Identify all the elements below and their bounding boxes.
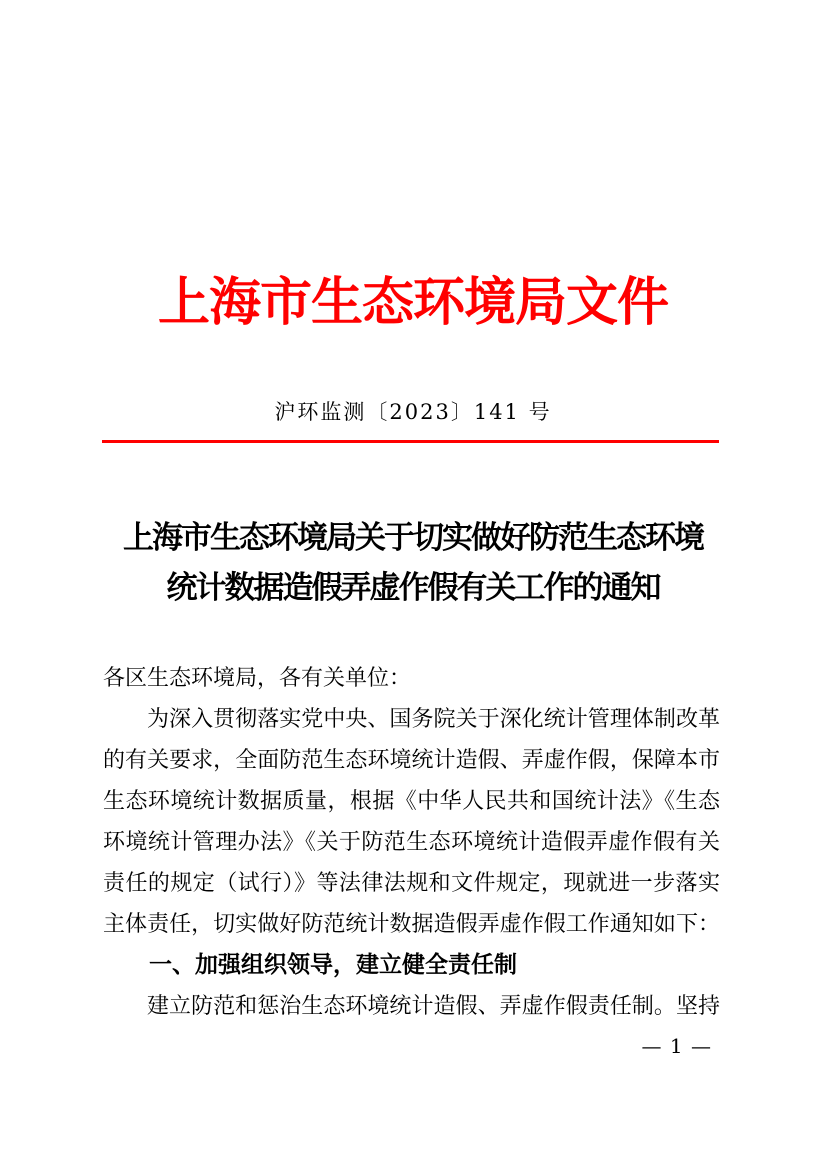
red-divider-line (102, 440, 719, 443)
paragraph-line: 主体责任，切实做好防范统计数据造假弄虚作假工作通知如下： (103, 912, 720, 937)
paragraph-line: 责任的规定（试行）》等法律法规和文件规定，现就进一步落实 (103, 871, 720, 896)
paragraph-line: 生态环境统计数据质量，根据《中华人民共和国统计法》《生态 (103, 789, 720, 814)
document-number: 沪环监测〔2023〕141 号 (274, 400, 552, 424)
paragraph-line: 的有关要求，全面防范生态环境统计造假、弄虚作假，保障本市 (103, 748, 720, 773)
salutation-line: 各区生态环境局，各有关单位： (103, 666, 412, 691)
paragraph-line: 为深入贯彻落实党中央、国务院关于深化统计管理体制改革 (147, 707, 720, 732)
document-body (103, 658, 720, 1027)
paragraph-line: 环境统计管理办法》《关于防范生态环境统计造假弄虚作假有关 (103, 830, 720, 855)
paragraph-line: 建立防范和惩治生态环境统计造假、弄虚作假责任制。坚持 (147, 994, 720, 1019)
document-title (0, 513, 826, 613)
document-title-line-2: 统计数据造假弄虚作假有关工作的通知 (166, 570, 660, 606)
document-title-line-1: 上海市生态环境局关于切实做好防范生态环境 (123, 520, 703, 556)
document-header-title: 上海市生态环境局文件 (157, 272, 668, 333)
page-number: — 1 — (641, 1034, 712, 1058)
section-1-heading: 一、加强组织领导，建立健全责任制 (149, 952, 517, 978)
